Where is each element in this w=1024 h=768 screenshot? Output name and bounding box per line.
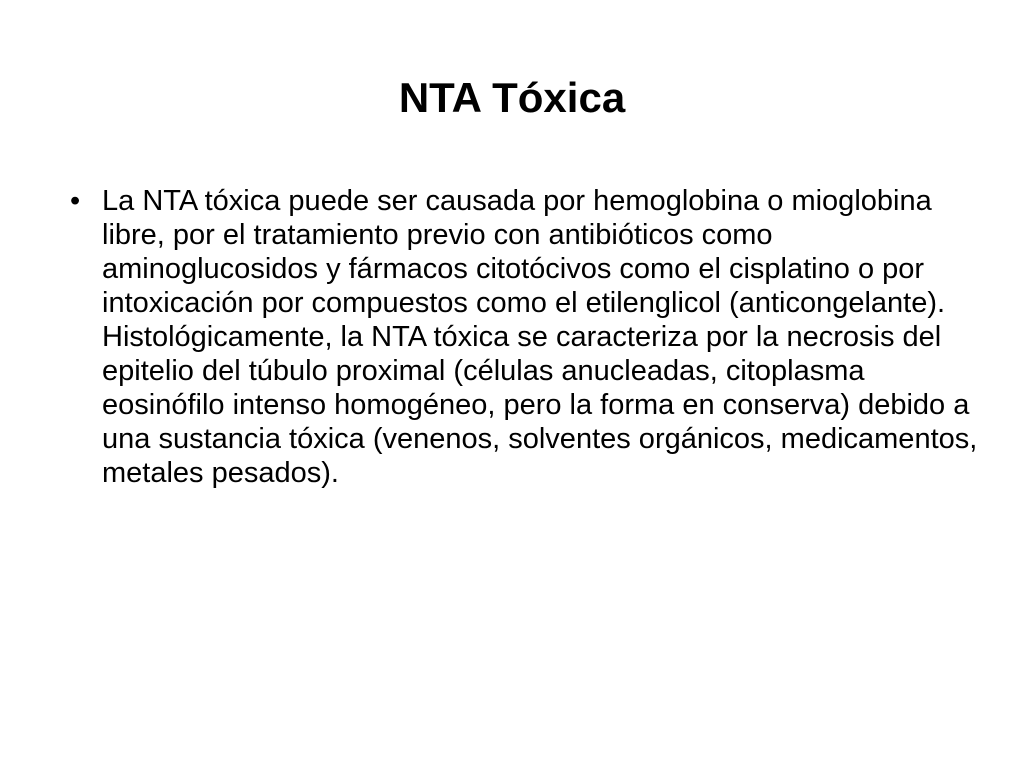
bullet-item [70, 184, 980, 490]
slide-title: NTA Tóxica [398, 74, 626, 121]
bullet-marker: • [70, 185, 81, 217]
bullet-text: La NTA tóxica puede ser causada por hemoglobina o mioglobina libre, por el tratamiento previo con antibióticos como aminoglucosidos y fármacos citotócivos como el cisplatino o por intoxicación por compuestos como el etilenglicol (anticongelante). Histológicamente, la NTA tóxica se caracteriza por la necrosis del epitelio del túbulo proximal (células anucleadas, citoplasma eosinófilo intenso homogéneo, pero la forma en conserva) debido a una sustancia tóxica (venenos, solventes orgánicos, medicamentos, metales pesados). [102, 185, 978, 489]
bullet-list [70, 184, 980, 490]
